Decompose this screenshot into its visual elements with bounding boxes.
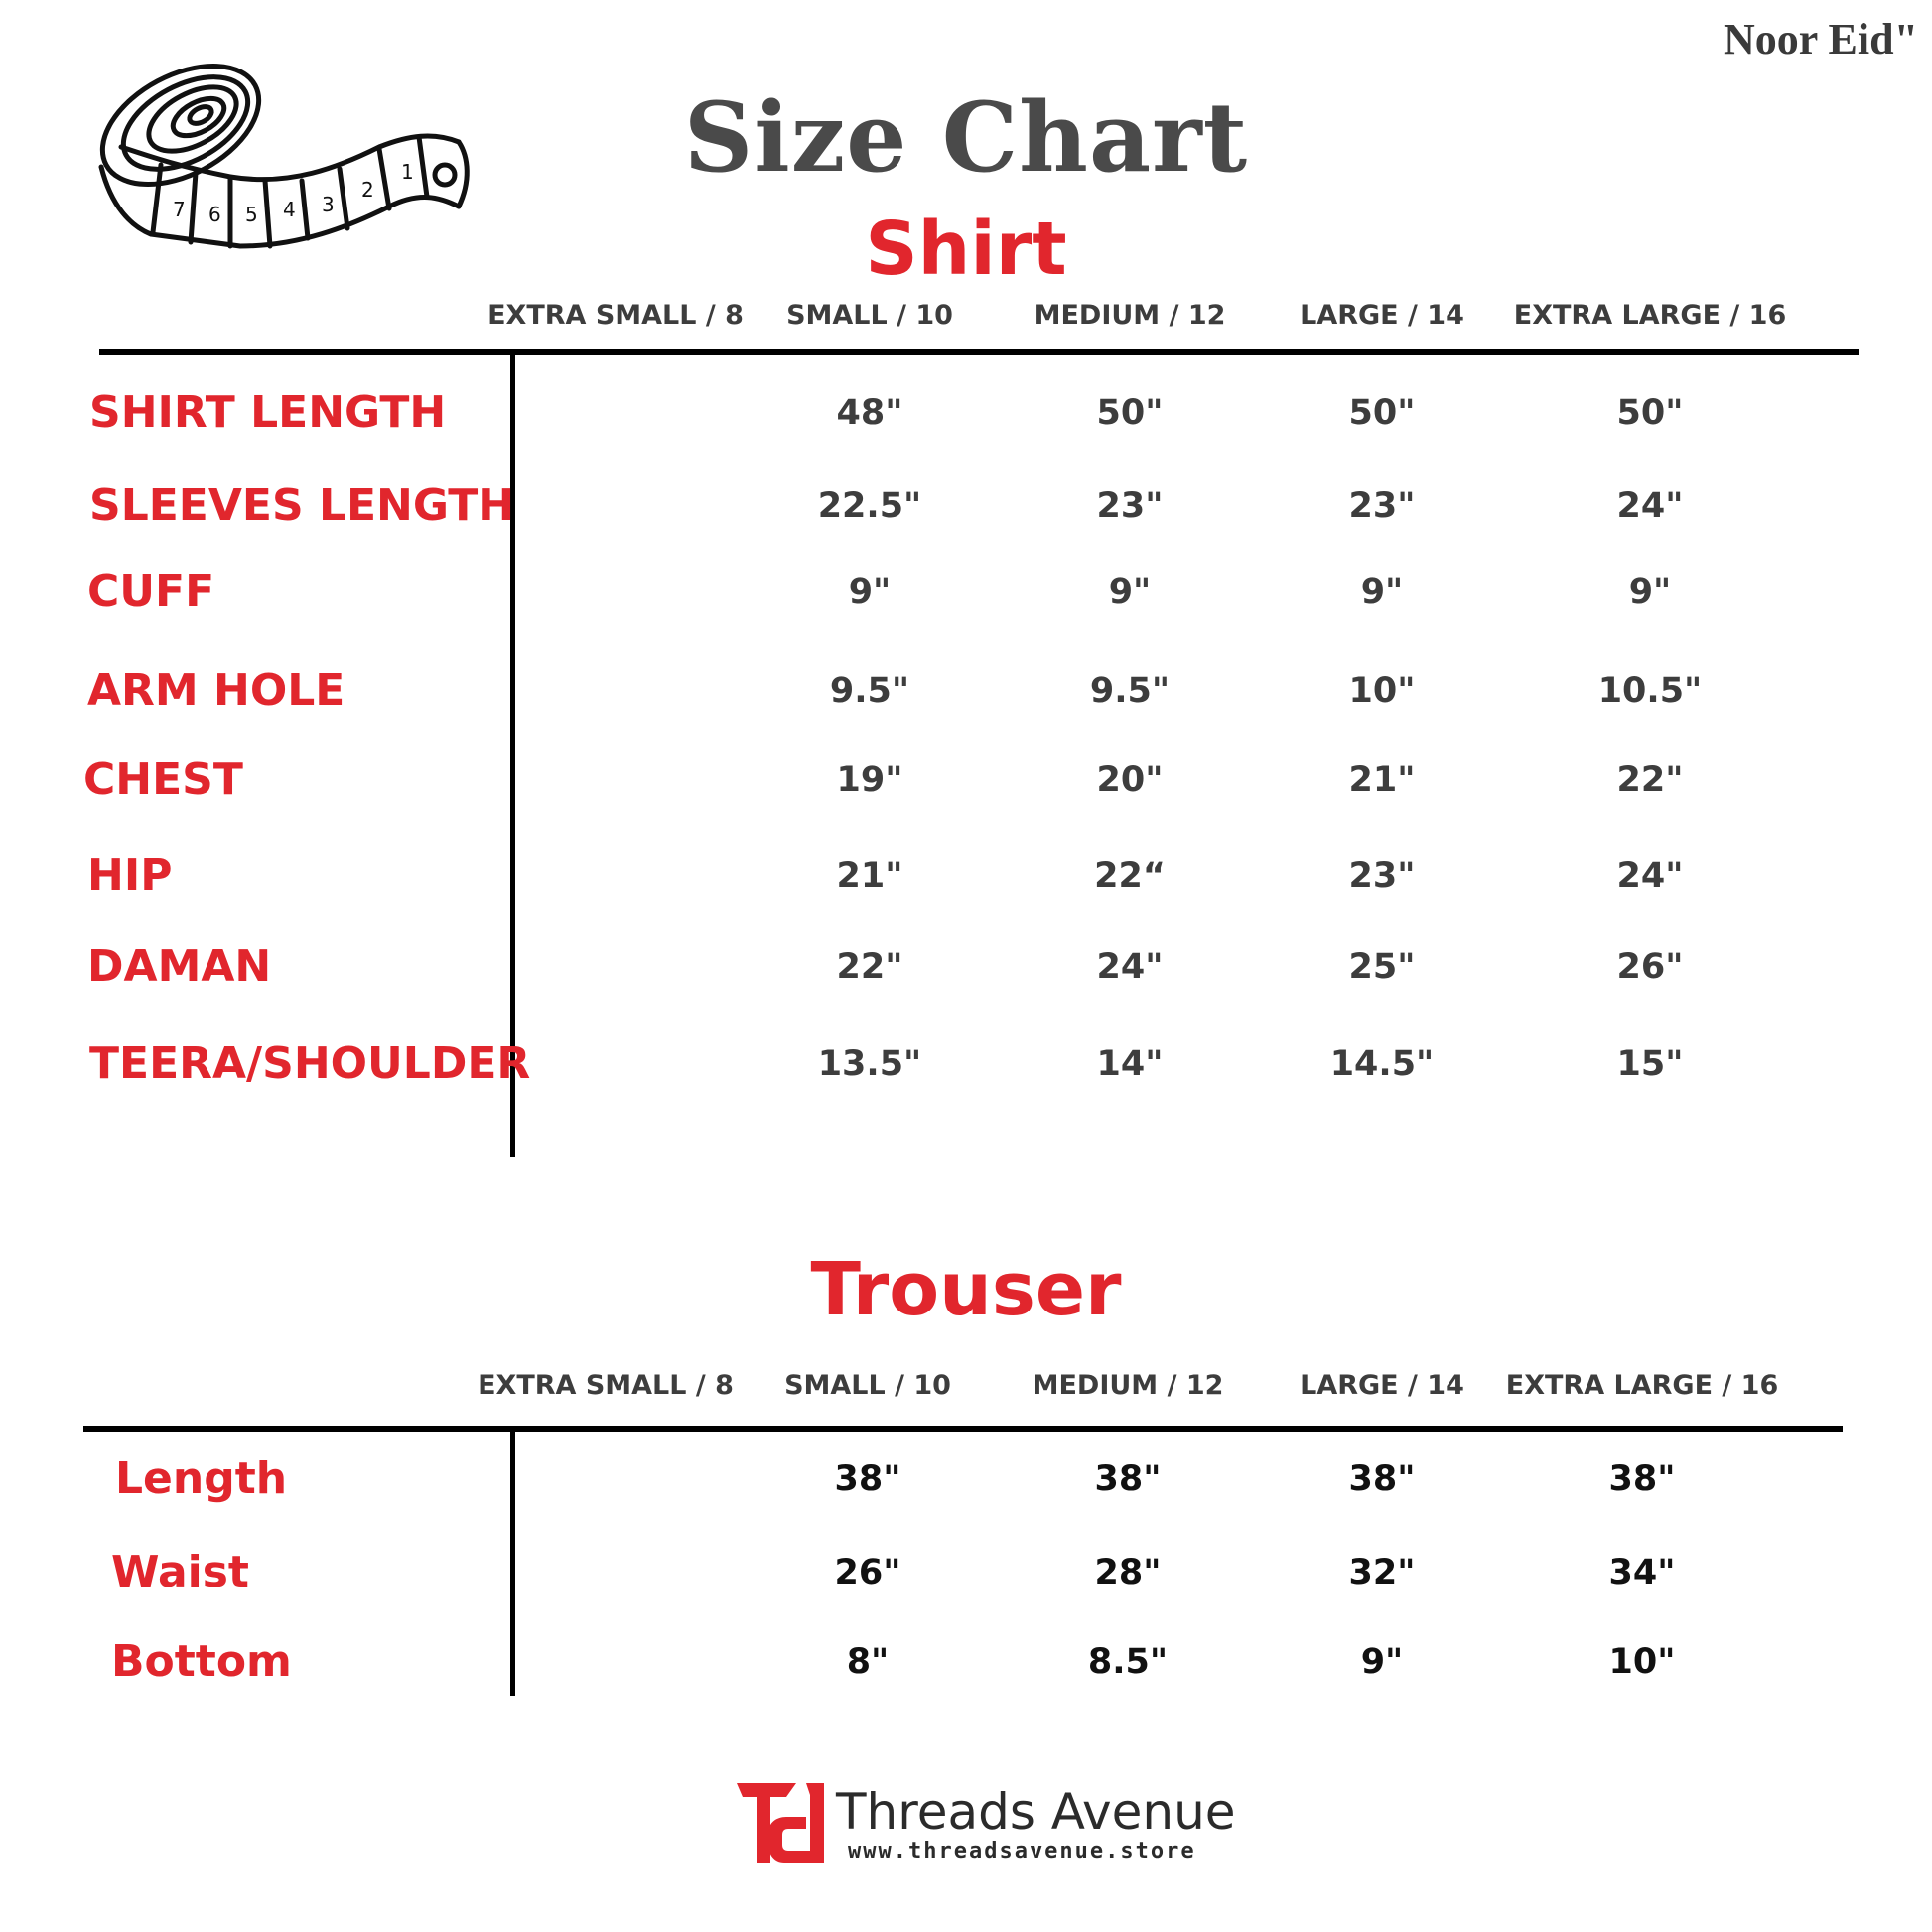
value-cell: 22": [836, 947, 903, 987]
value-cell: 22.5": [817, 486, 922, 526]
trouser-col-header: MEDIUM / 12: [1032, 1370, 1224, 1401]
shirt-section-title: Shirt: [865, 207, 1067, 292]
shirt-col-header: EXTRA SMALL / 8: [487, 300, 744, 331]
brand-name: Threads Avenue: [836, 1783, 1236, 1841]
brand-url[interactable]: www.threadsavenue.store: [848, 1839, 1196, 1863]
value-cell: 24": [1096, 947, 1164, 987]
shirt-col-header: SMALL / 10: [786, 300, 953, 331]
value-cell: 9": [1108, 572, 1152, 612]
value-cell: 20": [1096, 760, 1164, 800]
value-cell: 8.5": [1087, 1642, 1169, 1682]
value-cell: 34": [1608, 1553, 1676, 1592]
value-cell: 9.5": [829, 671, 910, 711]
row-label-daman: DAMAN: [87, 941, 272, 992]
value-cell: 15": [1616, 1044, 1684, 1084]
value-cell: 10.5": [1597, 671, 1703, 711]
threads-avenue-logo-icon: [735, 1777, 834, 1868]
value-cell: 9": [1360, 1642, 1404, 1682]
trouser-col-header: EXTRA LARGE / 16: [1505, 1370, 1779, 1401]
value-cell: 10": [1608, 1642, 1676, 1682]
value-cell: 22": [1616, 760, 1684, 800]
trouser-column-divider: [510, 1430, 515, 1696]
svg-text:6: 6: [208, 203, 221, 226]
value-cell: 9": [848, 572, 892, 612]
value-cell: 19": [836, 760, 903, 800]
value-cell: 50": [1616, 393, 1684, 433]
shirt-col-header: LARGE / 14: [1300, 300, 1464, 331]
value-cell: 21": [836, 856, 903, 896]
value-cell: 9": [1628, 572, 1672, 612]
svg-text:4: 4: [283, 198, 296, 221]
value-cell: 50": [1348, 393, 1416, 433]
value-cell: 21": [1348, 760, 1416, 800]
svg-text:7: 7: [173, 198, 186, 221]
value-cell: 23": [1348, 856, 1416, 896]
value-cell: 32": [1348, 1553, 1416, 1592]
row-label-chest: CHEST: [83, 755, 243, 805]
value-cell: 26": [1616, 947, 1684, 987]
trouser-section-title: Trouser: [810, 1247, 1122, 1332]
value-cell: 38": [834, 1459, 901, 1499]
page-title: Size Chart: [683, 81, 1249, 194]
value-cell: 14": [1096, 1044, 1164, 1084]
row-label-length: Length: [115, 1453, 288, 1504]
trouser-header-rule: [83, 1426, 1843, 1432]
value-cell: 48": [836, 393, 903, 433]
row-label-teera-shoulder: TEERA/SHOULDER: [89, 1038, 531, 1089]
svg-text:1: 1: [401, 160, 414, 184]
shirt-col-header: MEDIUM / 12: [1034, 300, 1226, 331]
value-cell: 14.5": [1329, 1044, 1435, 1084]
row-label-cuff: CUFF: [87, 566, 215, 617]
trouser-col-header: LARGE / 14: [1300, 1370, 1464, 1401]
value-cell: 9": [1360, 572, 1404, 612]
row-label-shirt-length: SHIRT LENGTH: [89, 387, 447, 438]
value-cell: 38": [1348, 1459, 1416, 1499]
value-cell: 8": [846, 1642, 890, 1682]
value-cell: 38": [1094, 1459, 1162, 1499]
trouser-col-header: EXTRA SMALL / 8: [478, 1370, 734, 1401]
trouser-col-header: SMALL / 10: [784, 1370, 951, 1401]
value-cell: 38": [1608, 1459, 1676, 1499]
value-cell: 24": [1616, 856, 1684, 896]
shirt-col-header: EXTRA LARGE / 16: [1513, 300, 1787, 331]
row-label-arm-hole: ARM HOLE: [87, 665, 345, 716]
collection-name: Noor Eid": [1724, 15, 1918, 64]
value-cell: 26": [834, 1553, 901, 1592]
value-cell: 50": [1096, 393, 1164, 433]
row-label-waist: Waist: [111, 1547, 249, 1597]
value-cell: 23": [1096, 486, 1164, 526]
value-cell: 13.5": [817, 1044, 922, 1084]
svg-text:5: 5: [245, 203, 258, 226]
svg-text:3: 3: [322, 193, 335, 216]
row-label-bottom: Bottom: [111, 1636, 292, 1687]
shirt-header-rule: [99, 349, 1859, 355]
value-cell: 24": [1616, 486, 1684, 526]
value-cell: 28": [1094, 1553, 1162, 1592]
value-cell: 23": [1348, 486, 1416, 526]
row-label-sleeves-length: SLEEVES LENGTH: [89, 481, 515, 531]
shirt-column-divider: [510, 352, 515, 1157]
value-cell: 22“: [1094, 856, 1166, 896]
value-cell: 25": [1348, 947, 1416, 987]
svg-text:2: 2: [361, 178, 374, 202]
value-cell: 9.5": [1089, 671, 1171, 711]
value-cell: 10": [1348, 671, 1416, 711]
row-label-hip: HIP: [87, 850, 173, 900]
